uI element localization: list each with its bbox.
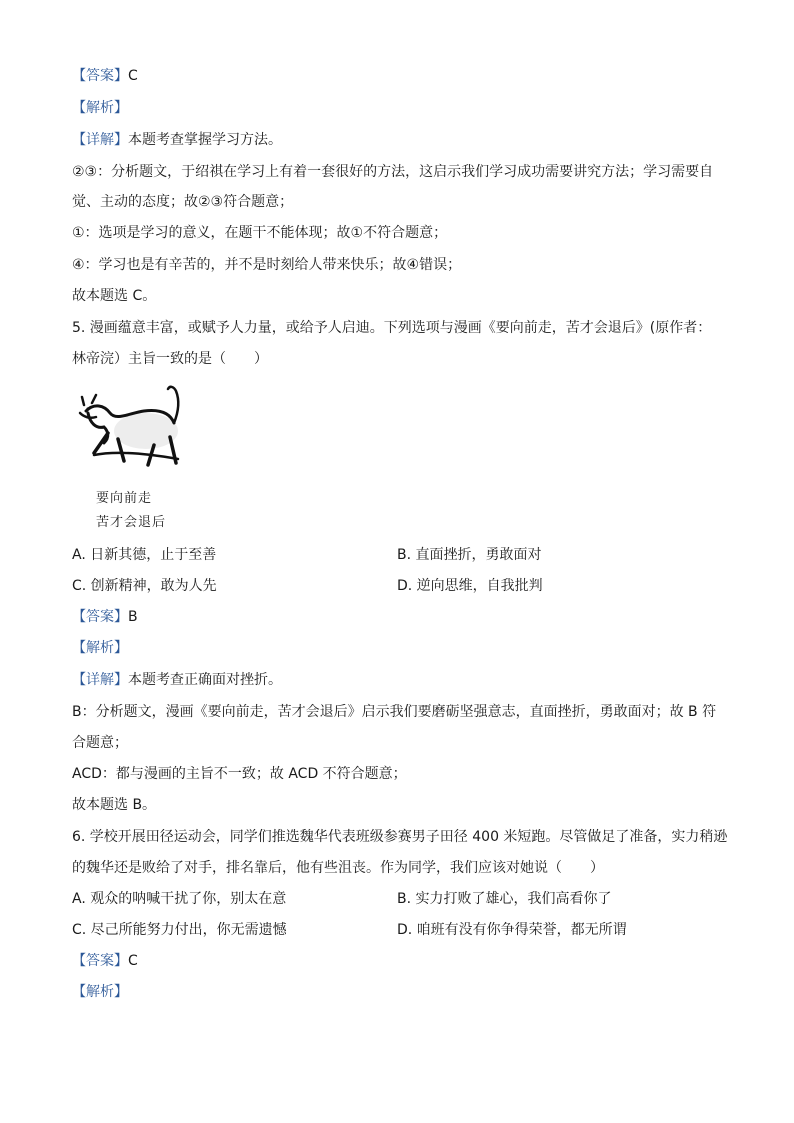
q4-analysis-tag: 【解析】 <box>72 100 128 116</box>
q5-detail <box>72 670 730 690</box>
q5-explanation-1b: 合题意； <box>72 735 128 751</box>
q4-conclusion: 故本题选 C。 <box>72 288 157 304</box>
answer-tag: 【答案】 <box>72 68 128 84</box>
detail-tag: 【详解】 <box>72 132 128 148</box>
ox-cartoon-image <box>74 383 194 533</box>
q6-analysis-tag: 【解析】 <box>72 984 128 1000</box>
q4-answer <box>72 66 730 86</box>
answer-tag: 【答案】 <box>72 953 128 969</box>
detail-tag: 【详解】 <box>72 672 128 688</box>
q5-option-b: B. 直面挫折，勇敢面对 <box>397 547 542 563</box>
detail-text: 本题考查正确面对挫折。 <box>128 672 282 688</box>
detail-text: 本题考查掌握学习方法。 <box>128 132 282 148</box>
q5-option-c: C. 创新精神，敢为人先 <box>72 578 217 594</box>
q5-conclusion: 故本题选 B。 <box>72 797 157 813</box>
q6-answer <box>72 951 730 971</box>
q6-option-a: A. 观众的呐喊干扰了你，别太在意 <box>72 891 287 907</box>
q6-option-c: C. 尽己所能努力付出，你无需遗憾 <box>72 922 287 938</box>
q6-option-d: D. 咱班有没有你争得荣誉，都无所谓 <box>397 922 627 938</box>
q4-explanation-1b: 觉、主动的态度；故②③符合题意； <box>72 194 294 210</box>
q5-option-a: A. 日新其德，止于至善 <box>72 547 217 563</box>
q4-explanation-1a: ②③：分析题文，于绍祺在学习上有着一套很好的方法，这启示我们学习成功需要讲究方法；学习需要自 <box>72 164 714 180</box>
cartoon-caption-line2: 苦才会退后 <box>96 515 167 530</box>
q5-answer <box>72 607 730 627</box>
ox-drawing <box>74 383 194 493</box>
answer-value: C <box>128 68 138 84</box>
q4-detail <box>72 130 730 150</box>
q5-explanation-2: ACD：都与漫画的主旨不一致；故 ACD 不符合题意； <box>72 766 407 782</box>
q5-stem-a: 5. 漫画蕴意丰富，或赋予人力量，或给予人启迪。下列选项与漫画《要向前走，苦才会退后》(原作者： <box>72 320 712 336</box>
answer-value: C <box>128 953 138 969</box>
q5-option-d: D. 逆向思维，自我批判 <box>397 578 543 594</box>
q5-analysis-tag: 【解析】 <box>72 640 128 656</box>
answer-value: B <box>128 609 138 625</box>
q6-stem-b: 的魏华还是败给了对手，排名靠后，他有些沮丧。作为同学，我们应该对她说（ ） <box>72 860 604 876</box>
q4-explanation-2: ①：选项是学习的意义，在题干不能体现；故①不符合题意； <box>72 225 448 241</box>
q6-stem-a: 6. 学校开展田径运动会，同学们推选魏华代表班级参赛男子田径 400 米短跑。尽管做足了准备，实力稍逊 <box>72 829 728 845</box>
q6-option-b: B. 实力打败了雄心，我们高看你了 <box>397 891 612 907</box>
q5-stem-b: 林帝浣）主旨一致的是（ ） <box>72 351 268 367</box>
answer-tag: 【答案】 <box>72 609 128 625</box>
q5-explanation-1a: B：分析题文，漫画《要向前走，苦才会退后》启示我们要磨砺坚强意志，直面挫折，勇敢面对；故 B 符 <box>72 704 717 720</box>
q4-explanation-3: ④：学习也是有辛苦的，并不是时刻给人带来快乐；故④错误； <box>72 257 462 273</box>
cartoon-caption-line1: 要向前走 <box>96 491 153 506</box>
